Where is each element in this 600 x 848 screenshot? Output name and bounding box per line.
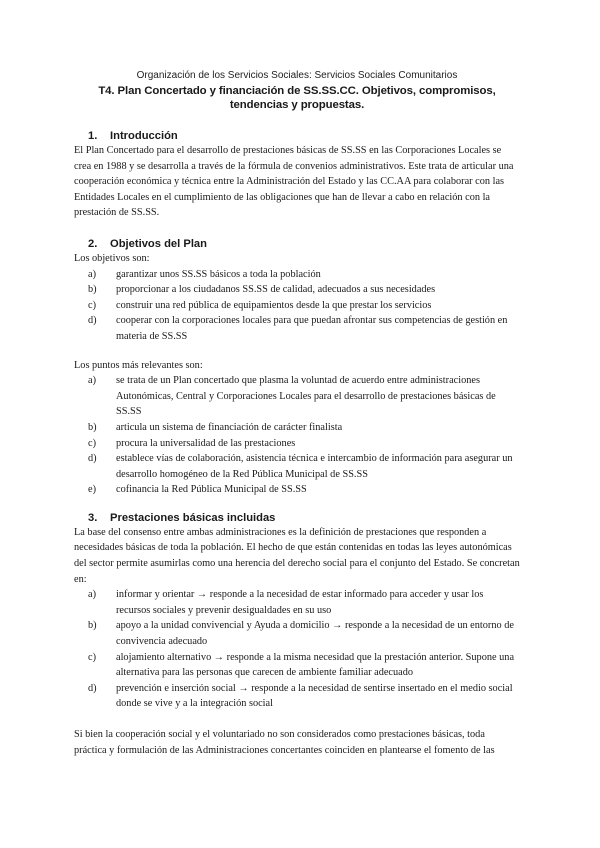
section-title: Introducción <box>110 130 178 142</box>
list-item <box>74 618 520 649</box>
list-marker: c) <box>88 437 96 449</box>
list-marker: c) <box>88 651 96 663</box>
list-item-text: construir una red pública de equipamientos desde la que prestar los servicios <box>116 299 432 311</box>
spacer <box>74 498 520 512</box>
list-item <box>74 282 520 298</box>
list-item-text: alojamiento alternativo → responde a la misma necesidad que la prestación anterior. Supone una alternativa para las personas que carecen de ambiente familiar adecuado <box>116 651 515 679</box>
list-item <box>74 267 520 283</box>
objectives-list <box>74 267 520 345</box>
list-item-text: establece vías de colaboración, asistencia técnica e intercambio de información para asegurar un desarrollo homogéneo de la Red Pública Municipal de SS.SS <box>116 453 513 480</box>
list-marker: a) <box>88 375 96 387</box>
list-marker: d) <box>88 453 97 465</box>
section-title: Objetivos del Plan <box>110 237 207 250</box>
list-marker: a) <box>88 589 96 601</box>
section-number: 2. <box>88 237 98 250</box>
closing-paragraph: Si bien la cooperación social y el voluntariado no son considerados como prestaciones básicas, toda práctica y formulación de las Administraciones concertantes coinciden en plantearse el fomento de las <box>74 729 495 756</box>
list-item <box>74 587 520 618</box>
benefits-paragraph: La base del consenso entre ambas administraciones es la definición de prestaciones que responden a necesidades básicas de toda la población. El hecho de que están contenidas en todas las leyes autonómicas del sector permite asumirlas como una herencia del derecho social para el conjunto del Estado. Se concretan en: <box>74 526 520 585</box>
list-item-text: informar y orientar → responde a la necesidad de estar informado para acceder y usar los recursos sociales y prevenir desigualdades en su uso <box>116 589 484 616</box>
list-marker: e) <box>88 484 96 496</box>
list-marker: a) <box>88 268 96 280</box>
relevant-points-lead: Los puntos más relevantes son: <box>74 359 203 371</box>
list-item-text: garantizar unos SS.SS básicos a toda la población <box>116 268 321 280</box>
section-number: 1. <box>88 130 98 142</box>
list-item <box>74 313 520 344</box>
section-heading-introduccion <box>88 130 520 142</box>
document-title: T4. Plan Concertado y financiación de SS.SS.CC. Objetivos, compromisos, tendencias y propuestas. <box>98 85 496 111</box>
list-item-text: apoyo a la unidad convivencial y Ayuda a domicilio → responde a la necesidad de un entorno de convivencia adecuado <box>116 620 514 648</box>
section-heading-prestaciones <box>88 512 520 524</box>
list-item <box>74 420 520 436</box>
section-title: Prestaciones básicas incluidas <box>110 511 276 524</box>
list-item <box>74 451 520 482</box>
benefits-list <box>74 587 520 712</box>
list-marker: d) <box>88 682 97 694</box>
relevant-points-list <box>74 373 520 498</box>
list-item-text: prevención e inserción social → responde a la necesidad de sentirse insertado en el medio social donde se vive y a la integración social <box>116 682 513 710</box>
list-item <box>74 298 520 314</box>
list-item-text: articula un sistema de financiación de carácter finalista <box>116 421 343 433</box>
list-item <box>74 681 520 712</box>
list-item-text: proporcionar a los ciudadanos SS.SS de calidad, adecuados a sus necesidades <box>116 284 436 296</box>
list-item-text: cooperar con la corporaciones locales para que puedan afrontar sus competencias de gestión en materia de SS.SS <box>116 315 508 342</box>
list-marker: b) <box>88 284 97 296</box>
section-heading-objetivos <box>88 238 520 250</box>
objectives-lead: Los objetivos son: <box>74 252 150 264</box>
running-header: Organización de los Servicios Sociales: Servicios Sociales Comunitarios <box>136 70 458 81</box>
list-item <box>74 650 520 681</box>
list-item-text: se trata de un Plan concertado que plasma la voluntad de acuerdo entre administraciones Autonómicas, Central y Corporaciones Locales para el desarrollo de prestaciones básicas de SS.SS <box>116 375 496 418</box>
list-marker: c) <box>88 299 96 311</box>
list-item-text: procura la universalidad de las prestaciones <box>116 437 296 449</box>
section-number: 3. <box>88 511 98 524</box>
list-marker: b) <box>88 620 97 632</box>
list-item-text: cofinancia la Red Pública Municipal de SS.SS <box>116 484 307 496</box>
list-item <box>74 436 520 452</box>
spacer <box>74 345 520 358</box>
intro-paragraph: El Plan Concertado para el desarrollo de prestaciones básicas de SS.SS en las Corporaciones Locales se crea en 1988 y se desarrolla a través de la fórmula de convenios administrativos. Este trata de articular una cooperación económica y técnica entre la Administración del Estado y las CC.AA para colaborar con las Entidades Locales en el cumplimiento de las obligaciones que han de llevar a cabo en relación con la prestación de SS.SS. <box>74 145 514 219</box>
list-item <box>74 482 520 498</box>
list-marker: d) <box>88 315 97 327</box>
spacer <box>74 712 520 727</box>
list-item <box>74 373 520 420</box>
list-marker: b) <box>88 421 97 433</box>
